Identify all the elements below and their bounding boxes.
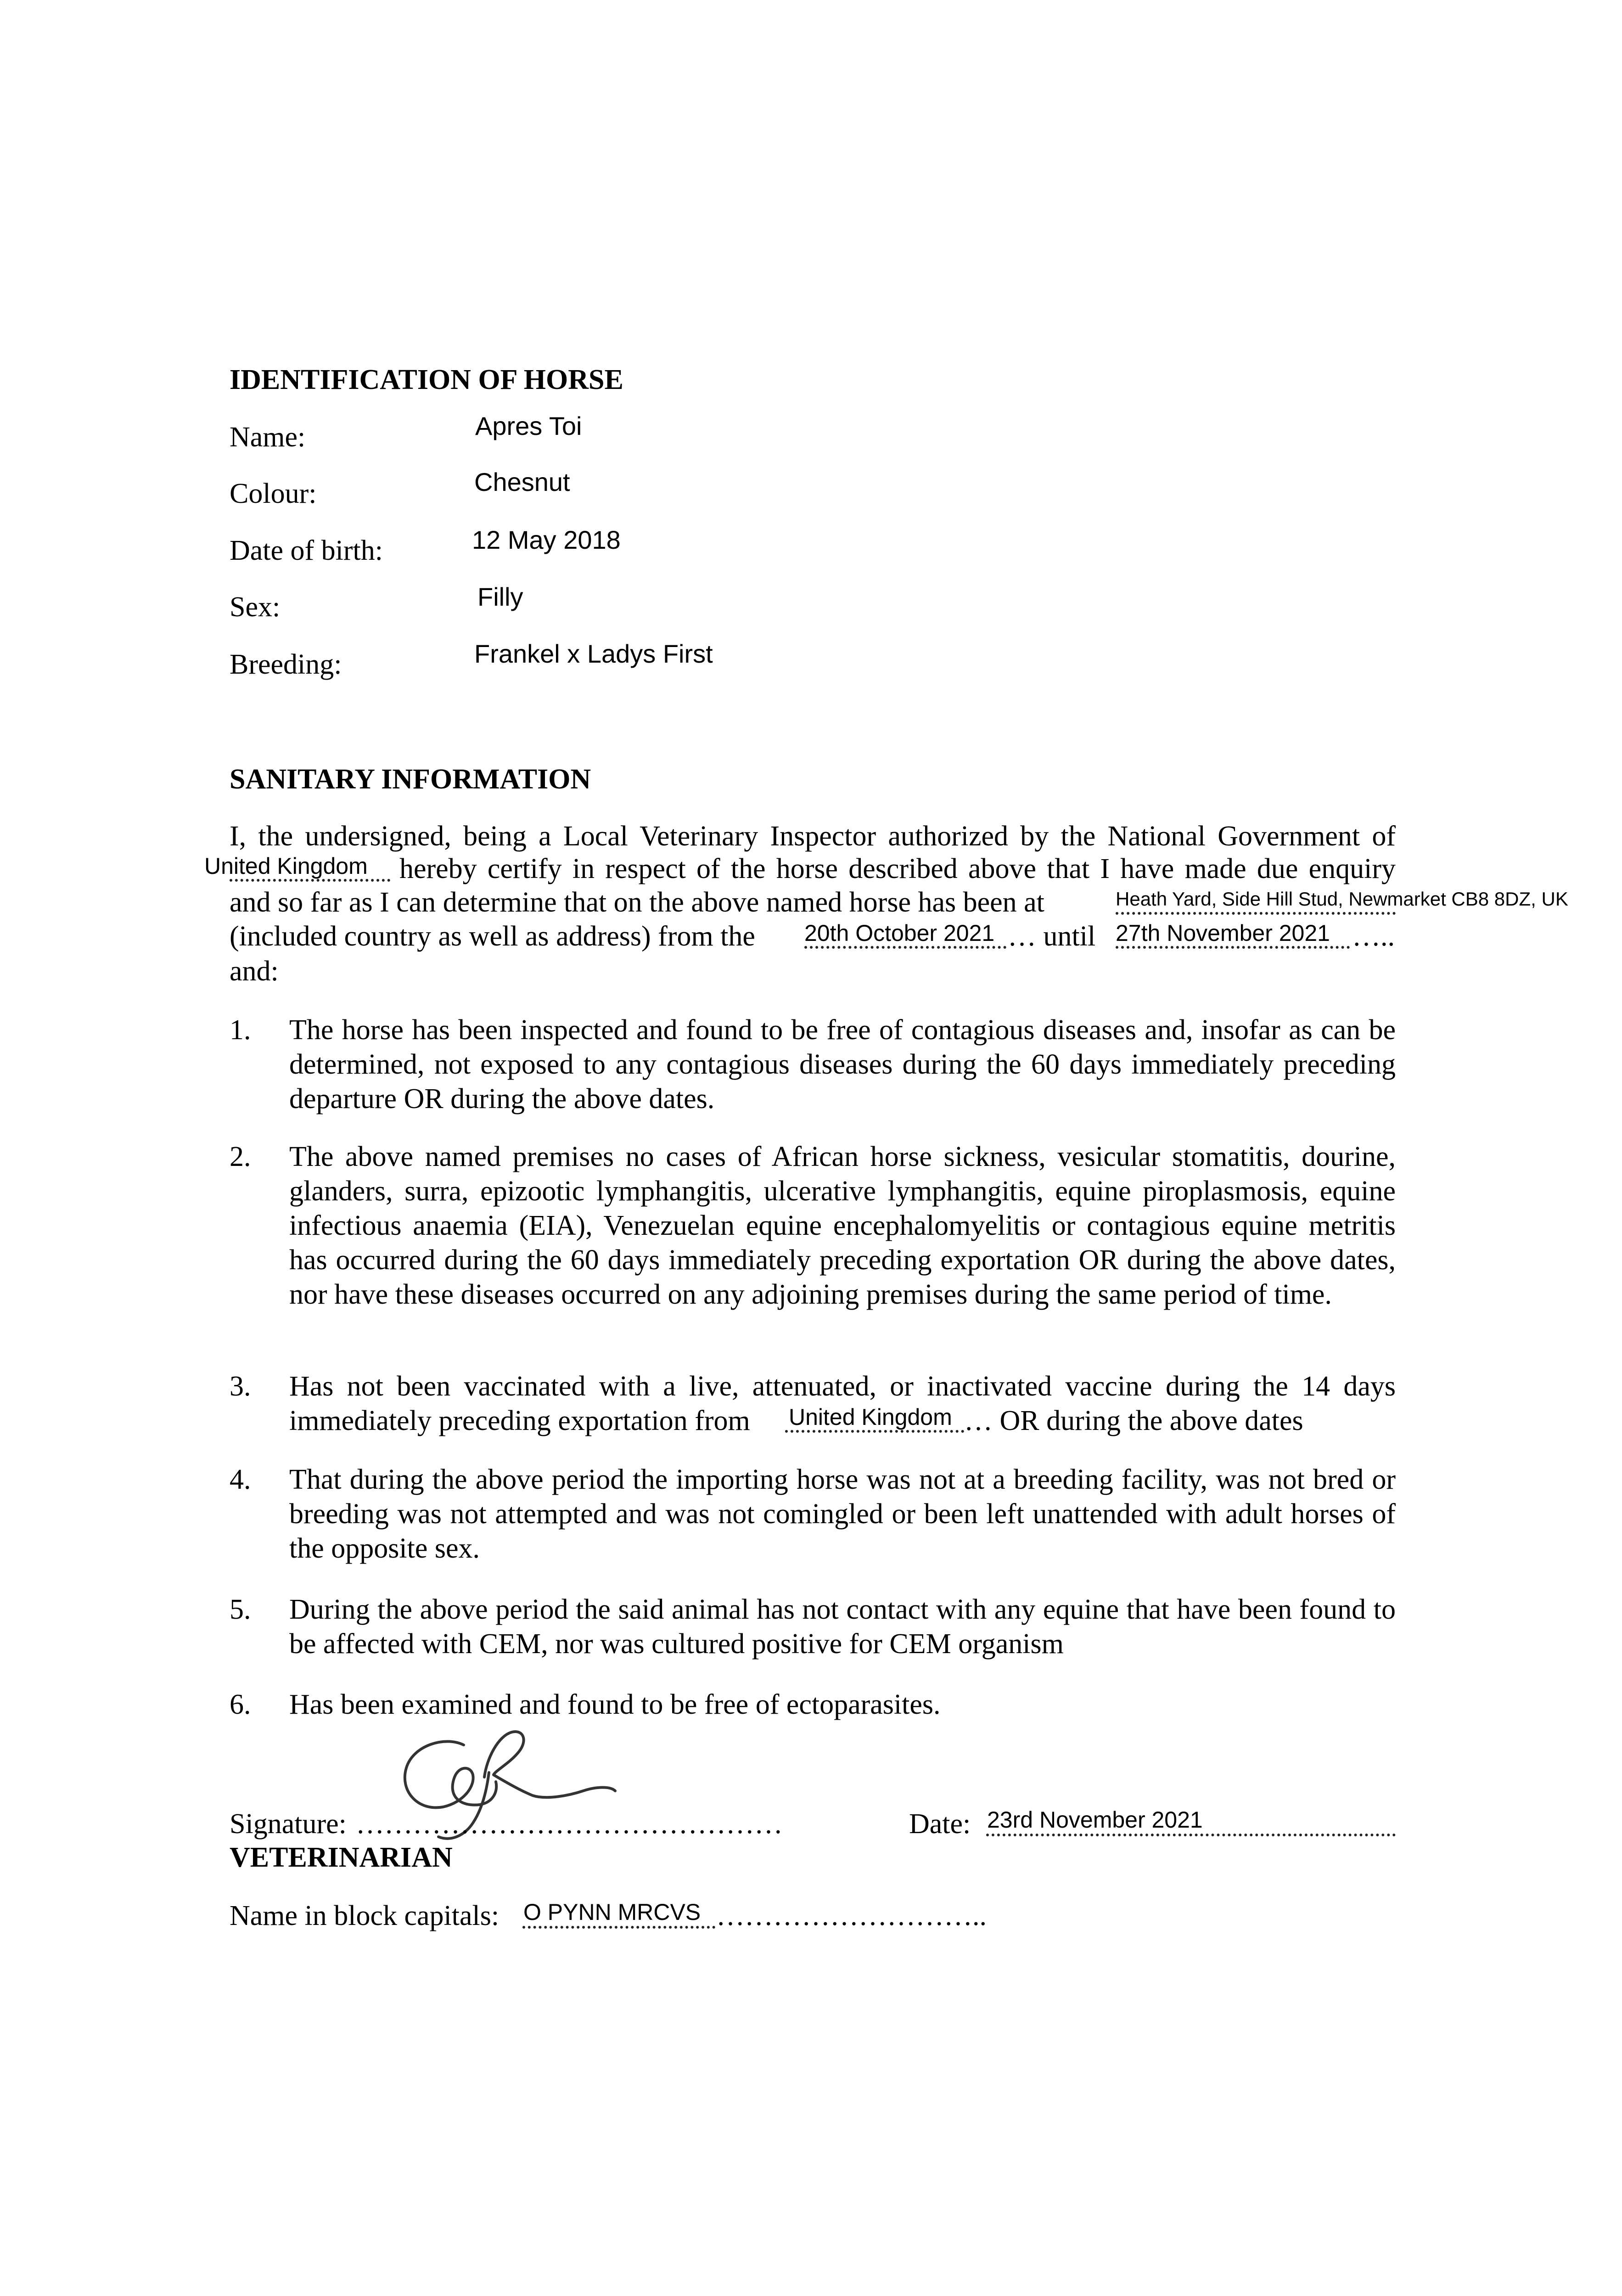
sanitary-heading: SANITARY INFORMATION: [230, 764, 591, 795]
name-dotted-line: [522, 1926, 715, 1929]
item-text-line-2a: immediately preceding exportation from: [289, 1405, 750, 1436]
veterinarian-heading: VETERINARIAN: [230, 1842, 453, 1873]
name-fill: O PYNN MRCVS: [523, 1899, 701, 1925]
field-value-name: Apres Toi: [475, 411, 582, 440]
item-number: 2.: [230, 1141, 251, 1172]
item-text: During the above period the said animal has not contact with any equine that have been found to be affected with CEM, nor was cultured positive for CEM organism: [289, 1594, 1396, 1660]
item-text: The horse has been inspected and found to be free of contagious diseases and, insofar as can be determined, not exposed to any contagious diseases during the 60 days immediately preceding departure OR during the above dates.: [289, 1014, 1396, 1114]
identification-heading: IDENTIFICATION OF HORSE: [230, 364, 623, 395]
field-label-sex: Sex:: [230, 591, 281, 623]
intro-line-4a: (included country as well as address) from the: [230, 921, 755, 952]
name-block-label: Name in block capitals:: [230, 1900, 500, 1931]
field-label-dob: Date of birth:: [230, 535, 383, 566]
item-number: 6.: [230, 1689, 251, 1720]
country-dotted-line: [230, 879, 390, 882]
field-value-dob: 12 May 2018: [472, 525, 621, 554]
intro-line-4b: … until: [1008, 921, 1096, 952]
item-number: 4.: [230, 1464, 251, 1495]
item-number: 5.: [230, 1594, 251, 1625]
item-text: That during the above period the importing horse was not at a breeding facility, was not bred or breeding was not attempted and was not comingled or been left unattended with adult horses of the opposite sex.: [289, 1464, 1396, 1564]
country-fill: United Kingdom: [204, 853, 368, 879]
name-dots: ………………………..: [716, 1900, 987, 1931]
intro-line-2: hereby certify in respect of the horse described above that I have made due enquiry: [399, 853, 1396, 884]
item-text: The above named premises no cases of African horse sickness, vesicular stomatitis, dourine, glanders, surra, epizootic lymphangitis, ulcerative lymphangitis, equine piroplasmosis, equine infectious anaemia (EIA), Venezuelan equine encephalomyelitis or contagious equine metritis has occurred during the 60 days immediately preceding exportation OR during the above dates, nor have these diseases occurred on any adjoining premises during the same period of time.: [289, 1141, 1396, 1310]
field-label-name: Name:: [230, 422, 306, 453]
item-number: 1.: [230, 1014, 251, 1046]
signature-dots: ………………………………………: [356, 1808, 783, 1840]
field-label-breeding: Breeding:: [230, 649, 342, 680]
intro-line-4c: …..: [1352, 921, 1395, 952]
intro-line-1: I, the undersigned, being a Local Veterinary Inspector authorized by the National Government of: [230, 821, 1396, 852]
intro-line-3: and so far as I can determine that on the above named horse has been at: [230, 887, 1044, 918]
signature-label: Signature:: [230, 1808, 347, 1840]
intro-line-5: and:: [230, 956, 279, 987]
field-label-colour: Colour:: [230, 478, 317, 509]
date-label: Date:: [909, 1808, 971, 1840]
item-text-line-1: Has not been vaccinated with a live, attenuated, or inactivated vaccine during the 14 days: [289, 1371, 1396, 1402]
until-date-fill: 27th November 2021: [1116, 920, 1330, 946]
address-fill: Heath Yard, Side Hill Stud, Newmarket CB8 8DZ, UK: [1116, 888, 1568, 910]
date-dotted-line: [986, 1834, 1396, 1836]
address-dotted-line: [1116, 912, 1396, 915]
from-dotted-line: [804, 946, 1006, 949]
export-country-fill: United Kingdom: [789, 1404, 952, 1430]
item-number: 3.: [230, 1371, 251, 1402]
item-text-line-2b: … OR during the above dates: [964, 1405, 1303, 1436]
date-fill: 23rd November 2021: [987, 1807, 1203, 1833]
field-value-colour: Chesnut: [474, 467, 570, 496]
field-value-breeding: Frankel x Ladys First: [474, 639, 713, 668]
until-dotted-line: [1116, 946, 1350, 949]
from-date-fill: 20th October 2021: [804, 920, 995, 946]
export-dotted-line: [785, 1430, 964, 1433]
item-text: Has been examined and found to be free of ectoparasites.: [289, 1689, 941, 1720]
field-value-sex: Filly: [477, 582, 523, 611]
